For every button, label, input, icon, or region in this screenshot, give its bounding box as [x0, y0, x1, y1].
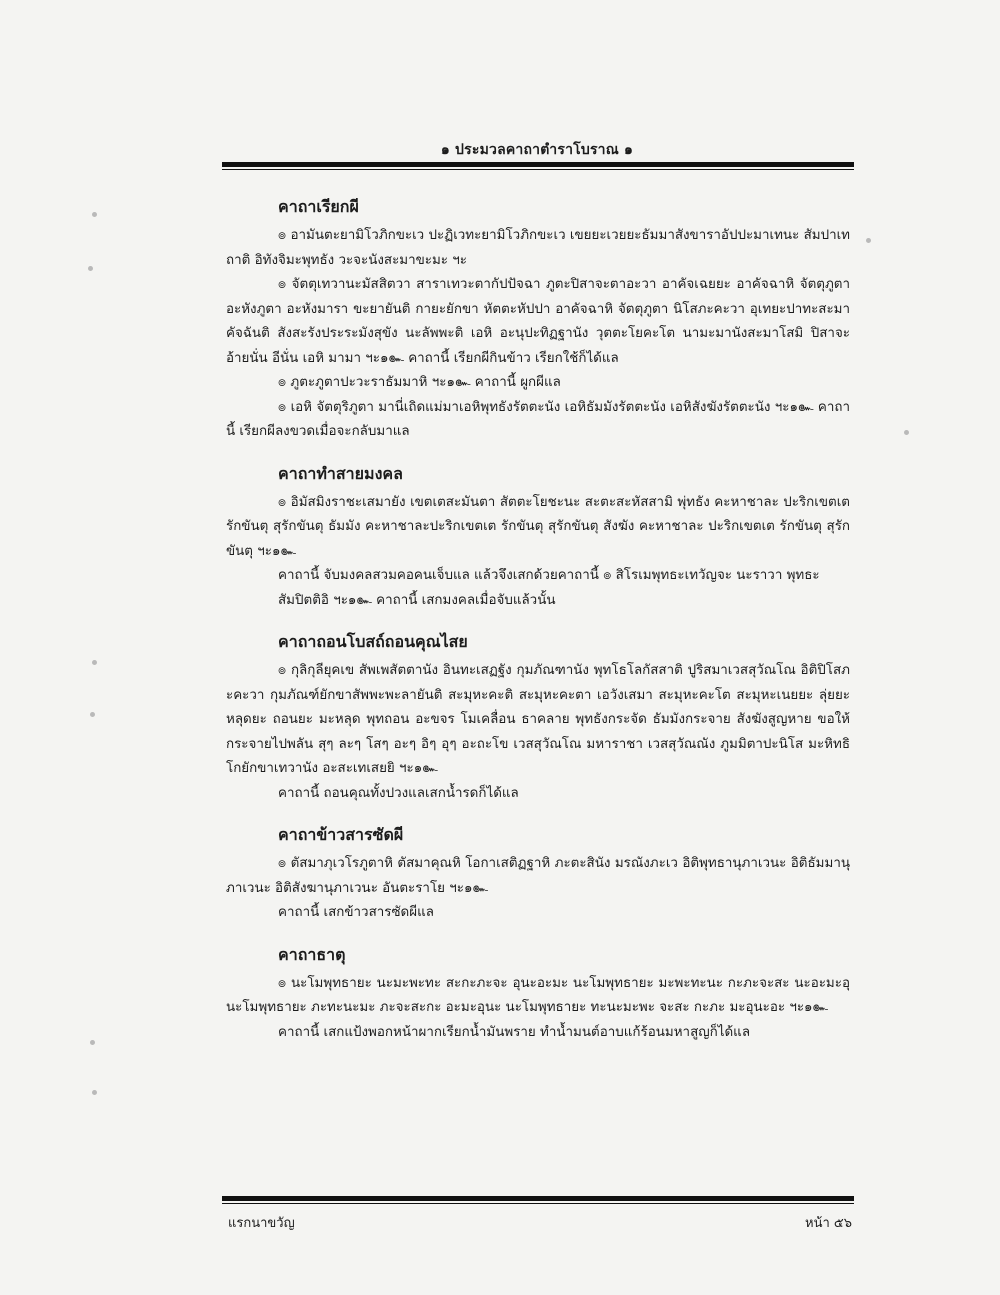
footer-book-title: แรกนาขวัญ [228, 1216, 295, 1231]
section-heading: คาถาเรียกผี [278, 197, 359, 216]
running-header: ๑ ประมวลคาถาตำราโบราณ ๑ [440, 142, 634, 158]
section-sacred-thread [226, 463, 850, 614]
footer-rule-thin [222, 1203, 854, 1204]
header-rule-thick [222, 162, 854, 167]
paragraph: ๏ อิมัสมิงราชะเสมายัง เขตเตสะมันตา สัตตะโยชะนะ สะตะสะหัสสามิ พุ่ทธัง คะหาชาละ ปะริกเขตเต รักขันตุ สุรักขันตุ ธัมมัง คะหาชาละปะริกเขตเต รักขันตุ สุรักขันตุ สังฆัง คะหาชาละ ปะริกเขตเต รักขันตุ สุรักขันตุ ฯะ๑๛ [226, 494, 850, 559]
scan-speck [90, 712, 95, 717]
section-heading: คาถาทำสายมงคล [278, 463, 403, 483]
scan-speck [92, 1090, 97, 1095]
header-rule-thin [222, 169, 854, 170]
footer-rule-thick [222, 1196, 854, 1201]
scan-speck [904, 430, 909, 435]
scan-speck [866, 238, 871, 243]
paragraph: ๏ อามันตะยามิโวภิกขะเว ปะฏิเวทะยามิโวภิกขะเว เขยยะเวยยะธัมมาสังขาราอัปปะมาเทนะ สัมปาเทถาติ อิทังจิมะพุทธัง วะจะนังสะมาขะมะ ฯะ [226, 228, 850, 268]
section-note: คาถานี้ จับมงคลสวมคอคนเจ็บแล แล้วจึงเสกด้วยคาถานี้ ๏ สิโรเมพุทธะเทวัญจะ นะราวา พุทธะสัมปิตติอิ ฯะ๑๛ คาถานี้ เสกมงคลเมื่อจับแล้วนั้น [278, 568, 820, 608]
paragraph: ๏ กุลิกุลียุคเข สัพเพสัตตานัง อินทะเสฏฐัง กุมภัณฑานัง พุทโธโลกัสสาติ ปูริสมาเวสสุวัณโณ อิติปิโสภะคะวา กุมภัณฑ์ยักขาสัพพะพะลายันติ สะมุหะคะติ สะมุหะคะตา เอวังเสมา สะมุหะคะโต สะมุหะเนยยะ ลุ่ยยะ หลุดยะ ถอนยะ มะหลุด พุทถอน อะขจร โมเคลื่อน ธาคลาย พุทธังกระจัด ธัมมังกระจาย สังฆังสูญหาย ขอให้กระจายไปพลัน สุๆ ละๆ โสๆ อะๆ อิๆ อุๆ อะถะโข เวสสุวัณโณ มหาราชา เวสสุวัณณัง ภูมมิตาปะนิโส มะหิทธิโกยักขาเทวานัง อะสะเทเสยยิ ฯะ๑๛ [226, 663, 850, 776]
section-heading: คาถาข้าวสารซัดผี [278, 825, 404, 844]
section-rice-throw [226, 824, 850, 926]
section-call-spirits [226, 196, 850, 445]
paragraph: ๏ เอหิ จัตตุริภูตา มานี่เถิดแม่มาเอหิพุทธังรัตตะนัง เอหิธัมมังรัตตะนัง เอหิสังฆังรัตตะนัง ฯะ๑๛ คาถานี้ เรียกผีลงขวดเมื่อจะกลับมาแล [226, 399, 850, 439]
section-elements [226, 944, 850, 1046]
scan-speck [92, 660, 97, 665]
paragraph: ๏ ตัสมาภุเวโรภูตาหิ ตัสมาคุณหิ โอกาเสติฏฐาหิ ภะตะสินัง มรณังภะเว อิติพุทธานุภาเวนะ อิติธัมมานุภาเวนะ อิติสังฆานุภาเวนะ อันตะราโย ฯะ๑๛ [226, 856, 850, 896]
scan-speck [90, 1040, 95, 1045]
paragraph: ๏ จัตตุเทวานะมัสสิตวา สาราเทวะตากัปปัจฉา ภูตะปิสาจะตาอะวา อาคัจเฉยยะ อาคัจฉาหิ จัตตุภูตา อะหังภูตา อะหังมารา ขะยายันติ กายะยักขา หัตตะหัปปา อาคัจฉาหิ จัตตุภูตา นิโสภะคะวา อุเทยะปาทะสะมาคัจฉันติ สังสะรังประระมังสุขัง นะลัพพะติ เอหิ อะนุปะทิฏฐานัง วุตตะโยคะโต นามะมานังสะมาโสมิ ปิสาจะ อ้ายนั่น อีนั่น เอหิ มามา ฯะ๑๛ คาถานี้ เรียกผีกินข้าว เรียกใช้ก็ได้แล [226, 277, 850, 366]
section-heading: คาถาถอนโบสถ์ถอนคุณไสย [278, 632, 468, 651]
section-heading: คาถาธาตุ [278, 944, 346, 964]
section-note: คาถานี้ ถอนคุณทั้งปวงแลเสกน้ำรดก็ได้แล [278, 785, 519, 801]
paragraph: ๏ นะโมพุทธายะ นะมะพะทะ สะกะภะจะ อุนะอะมะ นะโมพุทธายะ มะพะทะนะ กะภะจะสะ นะอะมะอุ นะโมพุทธายะ ภะทะนะมะ ภะจะสะกะ อะมะอุนะ นะโมพุทธายะ ทะนะมะพะ จะสะ กะภะ มะอุนะอะ ฯะ๑๛ [226, 975, 850, 1015]
paragraph: ๏ ภูตะภูตาปะวะราธัมมาหิ ฯะ๑๛ คาถานี้ ผูกผีแล [278, 375, 561, 390]
page-number: หน้า ๕๖ [805, 1216, 852, 1231]
scan-speck [88, 266, 93, 271]
section-remove-black-magic [226, 631, 850, 806]
scan-speck [92, 212, 97, 217]
section-note: คาถานี้ เสกข้าวสารซัดผีแล [278, 905, 434, 920]
page-content [226, 196, 850, 1063]
section-note: คาถานี้ เสกแป้งพอกหน้าผากเรียกน้ำมันพราย ทำน้ำมนต์อาบแก้ร้อนมหาสูญก็ได้แล [278, 1024, 751, 1040]
